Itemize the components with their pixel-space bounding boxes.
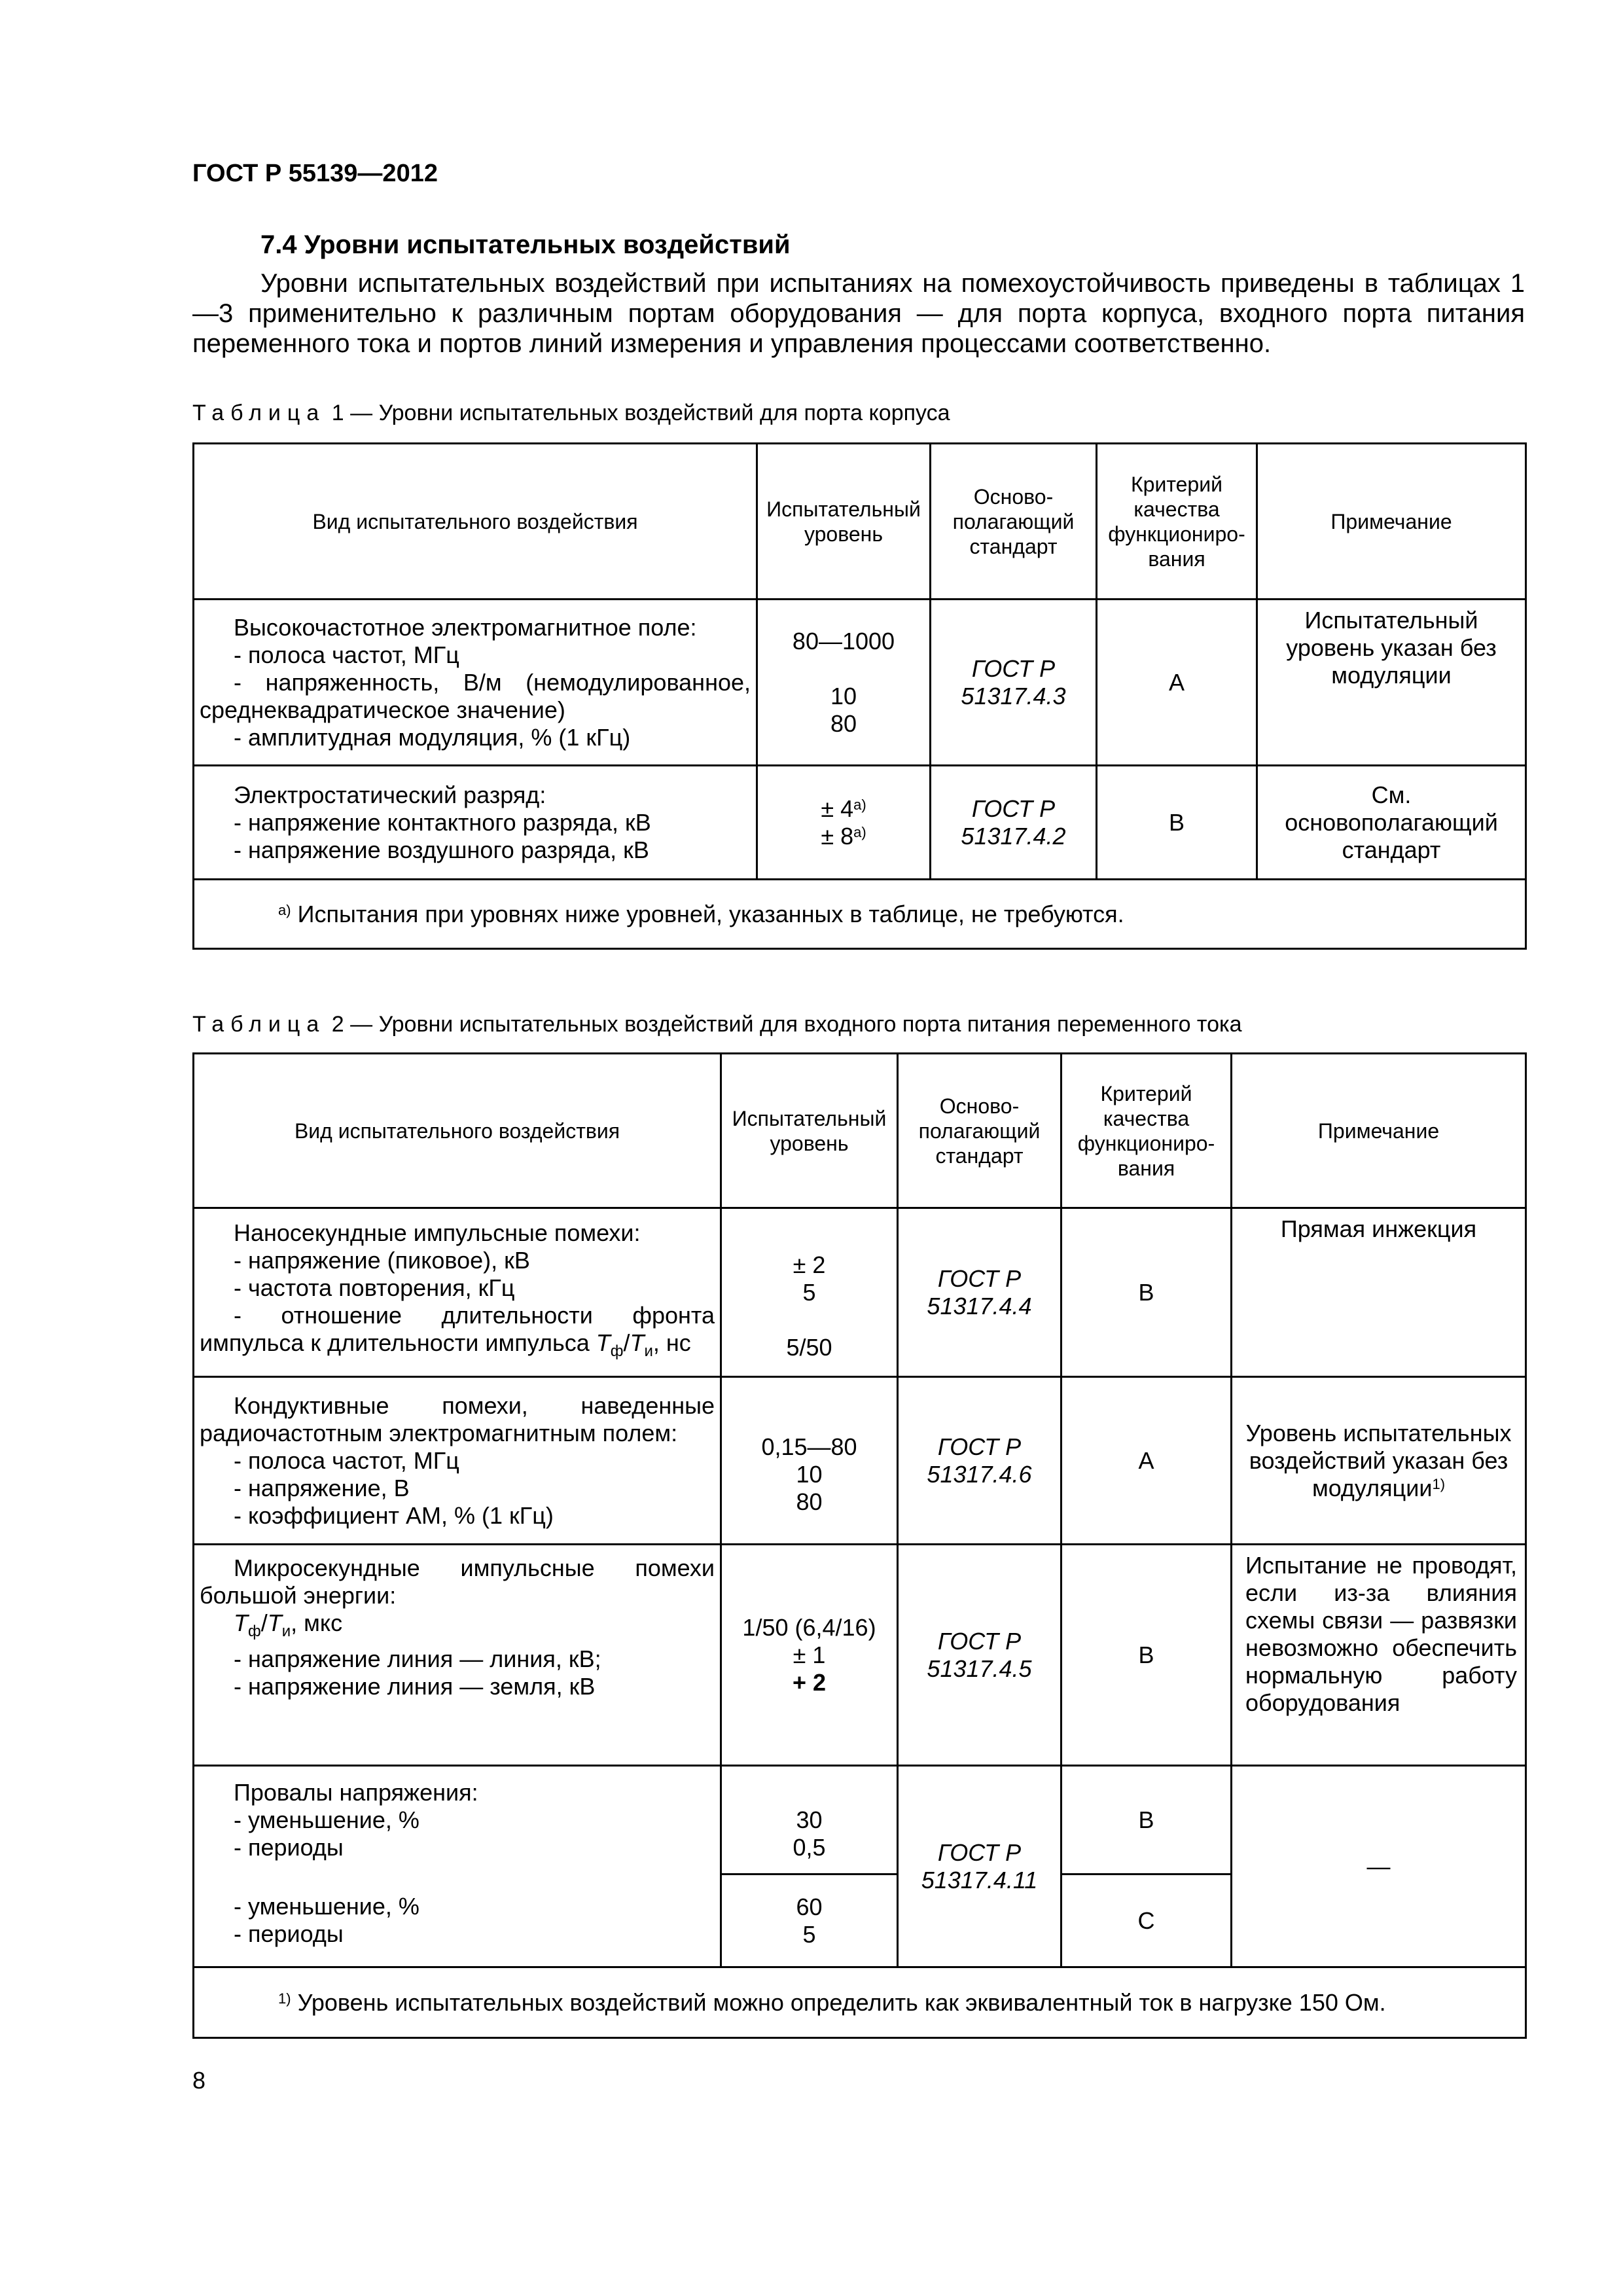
criterion: В (1061, 1766, 1232, 1874)
level-value: 5/50 (786, 1333, 832, 1361)
note: Уровень испытательных воздействий указан без модуляции$^{1)}$ (1232, 1377, 1526, 1545)
spacer (727, 1224, 891, 1251)
level-value: 0,5 (793, 1833, 826, 1861)
test-param: - напряжение контактного разряда, кВ (234, 808, 651, 836)
criterion: В (1061, 1208, 1232, 1377)
level-value: ± 8 (821, 822, 854, 850)
test-level (721, 1766, 898, 1874)
test-description (194, 600, 757, 766)
base-standard: ГОСТ Р 51317.4.11 (898, 1766, 1061, 1967)
header-level: Испытательный уровень (757, 444, 931, 600)
base-standard: ГОСТ Р 51317.4.2 (931, 766, 1097, 880)
base-standard: ГОСТ Р 51317.4.4 (898, 1208, 1061, 1377)
test-param: - амплитудная модуляция, % (1 кГц) (234, 723, 631, 751)
base-standard: ГОСТ Р 51317.4.6 (898, 1377, 1061, 1545)
level-value: 60 (796, 1893, 823, 1920)
spacer (763, 655, 924, 683)
table1-caption (192, 401, 950, 426)
level-value: 0,15—80 (761, 1433, 857, 1460)
base-standard: ГОСТ Р 51317.4.5 (898, 1545, 1061, 1766)
footnote-mark: а) (278, 901, 291, 918)
level-value: 5 (802, 1920, 816, 1948)
test-title: Провалы напряжения: (234, 1779, 478, 1806)
test-level (757, 766, 931, 880)
header-standard: Осново-полагающий стандарт (931, 444, 1097, 600)
table-footnote (194, 880, 1526, 949)
header-kind: Вид испытательного воздействия (194, 444, 757, 600)
criterion: А (1097, 600, 1257, 766)
table2-header-row (194, 1054, 1526, 1208)
test-param: - уменьшение, % (234, 1892, 419, 1920)
table2-caption (192, 1012, 1242, 1037)
section-title: 7.4 Уровни испытательных воздействий (260, 230, 791, 259)
test-param: - периоды (234, 1834, 344, 1861)
footnote-text: Испытания при уровнях ниже уровней, указанных в таблице, не требуются. (297, 900, 1124, 927)
level-value: 5 (802, 1278, 816, 1306)
table2-caption-text: 2 — Уровни испытательных воздействий для входного порта питания переменного тока (331, 1012, 1242, 1037)
footnote-text: Уровень испытательных воздействий можно определить как эквивалентный ток в нагрузке 150 Ом. (297, 1988, 1386, 2016)
level-value: 10 (796, 1460, 823, 1488)
test-param: - напряжение линия — линия, кВ; (234, 1645, 601, 1673)
level-value: ± 4 (821, 795, 854, 822)
table1-header-row (194, 444, 1526, 600)
test-level (721, 1874, 898, 1967)
test-param: - частота повторения, кГц (234, 1274, 515, 1301)
criterion: В (1097, 766, 1257, 880)
spacer (727, 1779, 891, 1806)
test-level (757, 600, 931, 766)
test-param: - напряжение (пиковое), кВ (234, 1246, 530, 1274)
note: — (1232, 1766, 1526, 1967)
spacer (200, 1700, 715, 1755)
table-footnote-row (194, 1967, 1526, 2038)
header-level: Испытательный уровень (721, 1054, 898, 1208)
footnote-mark: 1) (278, 1990, 291, 2007)
test-param: - уменьшение, % (234, 1806, 419, 1834)
test-description (194, 1545, 721, 1766)
header-criterion: Критерий качества функциониро-вания (1061, 1054, 1232, 1208)
test-title: Электростатический разряд: (234, 781, 546, 808)
test-level (721, 1208, 898, 1377)
level-value: ± 1 (793, 1641, 826, 1668)
criterion: С (1061, 1874, 1232, 1967)
header-kind: Вид испытательного воздействия (194, 1054, 721, 1208)
test-param: - периоды (234, 1920, 344, 1947)
table-row (194, 1377, 1526, 1545)
note: Прямая инжекция (1232, 1208, 1526, 1377)
test-param: - коэффициент АМ, % (1 кГц) (234, 1501, 554, 1529)
table-row (194, 1545, 1526, 1766)
test-title: Высокочастотное электромагнитное поле: (234, 613, 697, 641)
test-description (194, 1766, 721, 1874)
spacer (727, 1406, 891, 1433)
header-criterion: Критерий качества функциониро-вания (1097, 444, 1257, 600)
test-description (194, 1874, 721, 1967)
level-value: 80 (796, 1488, 823, 1515)
test-param: - полоса частот, МГц (234, 1446, 459, 1474)
test-description (194, 1377, 721, 1545)
level-value: + 2 (792, 1668, 827, 1696)
criterion: В (1061, 1545, 1232, 1766)
table2 (192, 1052, 1527, 2039)
test-param: - напряжение воздушного разряда, кВ (234, 836, 649, 863)
note: См. основополагающий стандарт (1257, 766, 1526, 880)
footnote-ref: а) (853, 796, 866, 813)
table-row (194, 1766, 1526, 1874)
test-title: Микросекундные импульсные помехи большой энергии: (200, 1554, 715, 1609)
test-param: - напряжение, В (234, 1474, 410, 1501)
test-description (194, 766, 757, 880)
test-title: Кондуктивные помехи, наведенные радиочастотным электромагнитным полем: (200, 1391, 715, 1446)
level-value: 10 (830, 682, 857, 709)
level-value: 80 (830, 709, 857, 737)
table-row (194, 1208, 1526, 1377)
table1 (192, 442, 1527, 950)
header-note: Примечание (1257, 444, 1526, 600)
table-row (194, 766, 1526, 880)
level-value: ± 2 (793, 1251, 826, 1278)
header-standard: Осново-полагающий стандарт (898, 1054, 1061, 1208)
level-value: 80—1000 (792, 627, 895, 655)
test-param: - напряжение линия — земля, кВ (234, 1673, 596, 1700)
footnote-ref: 1) (1432, 1475, 1446, 1492)
table1-caption-text: 1 — Уровни испытательных воздействий для порта корпуса (331, 401, 950, 425)
test-param: - отношение длительности фронта импульса к длительности импульса $T_ф/T_и$, нс (200, 1301, 715, 1361)
document-header: ГОСТ Р 55139—2012 (192, 160, 438, 187)
header-note: Примечание (1232, 1054, 1526, 1208)
intro-paragraph: Уровни испытательных воздействий при испытаниях на помехоустойчивость приведены в таблицах 1—3 применительно к различным портам оборудования — для порта корпуса, входного порта питания переменного тока и портов линий измерения и управления процессами соответственно. (192, 269, 1525, 358)
page-number: 8 (192, 2067, 206, 2094)
test-param: - напряженность, В/м (немодулированное, среднеквадратическое значение) (200, 668, 751, 723)
test-level (721, 1377, 898, 1545)
base-standard: ГОСТ Р 51317.4.3 (931, 600, 1097, 766)
footnote-ref: а) (853, 823, 866, 840)
table-word: Таблица (192, 401, 326, 425)
test-level (721, 1545, 898, 1766)
test-title: Наносекундные импульсные помехи: (234, 1219, 641, 1246)
level-value: 1/50 (6,4/16) (742, 1613, 876, 1641)
note: Испытательный уровень указан без модуляции (1257, 600, 1526, 766)
criterion: А (1061, 1377, 1232, 1545)
table-footnote-row (194, 880, 1526, 949)
test-param: - полоса частот, МГц (234, 641, 459, 668)
test-description (194, 1208, 721, 1377)
test-param: $T_ф/T_и$, мкс (234, 1609, 343, 1641)
spacer (727, 1306, 891, 1334)
table-row (194, 600, 1526, 766)
level-value: 30 (796, 1806, 823, 1833)
table-word: Таблица (192, 1012, 326, 1037)
table-footnote (194, 1967, 1526, 2038)
note: Испытание не проводят, если из-за влияния схемы связи — развязки невозможно обеспечить нормальную работу оборудования (1232, 1545, 1526, 1766)
